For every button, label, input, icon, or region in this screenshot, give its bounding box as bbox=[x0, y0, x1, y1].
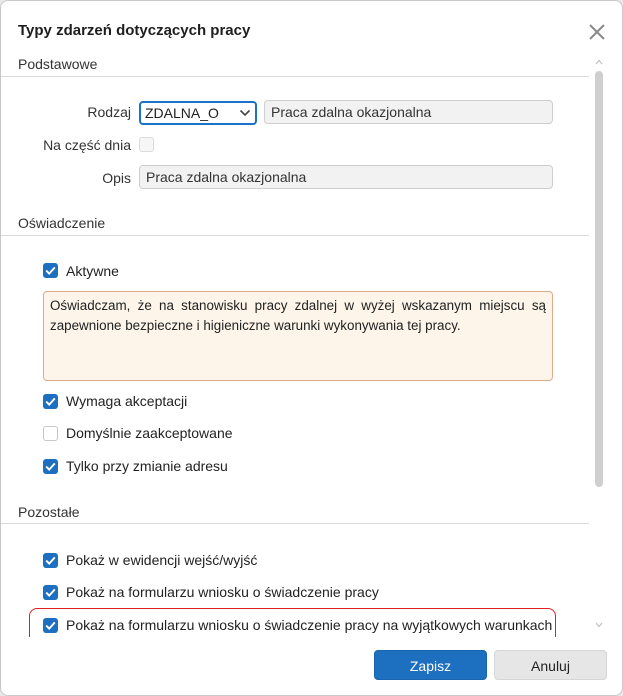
section-divider bbox=[1, 235, 589, 236]
only-address-change-label: Tylko przy zmianie adresu bbox=[66, 458, 228, 474]
description-label: Opis bbox=[102, 170, 131, 186]
checkmark-icon bbox=[43, 553, 58, 568]
section-header-basic: Podstawowe bbox=[18, 56, 98, 72]
scrollbar-thumb[interactable] bbox=[595, 71, 603, 487]
section-header-other: Pozostałe bbox=[18, 504, 80, 520]
partial-day-label: Na część dnia bbox=[43, 137, 131, 153]
dialog-content bbox=[1, 49, 591, 637]
show-on-exceptional-form-checkbox[interactable] bbox=[43, 618, 58, 633]
show-on-form-checkbox[interactable] bbox=[43, 585, 58, 600]
close-icon bbox=[584, 19, 610, 45]
section-divider bbox=[1, 76, 589, 77]
show-on-form-label: Pokaż na formularzu wniosku o świadczenie pracy bbox=[66, 584, 379, 600]
active-label: Aktywne bbox=[66, 263, 119, 279]
show-in-log-checkbox[interactable] bbox=[43, 553, 58, 568]
default-accepted-label: Domyślnie zaakceptowane bbox=[66, 425, 233, 441]
show-on-exceptional-form-label: Pokaż na formularzu wniosku o świadczenie pracy na wyjątkowych warunkach bbox=[66, 617, 553, 633]
active-checkbox[interactable] bbox=[43, 263, 58, 278]
checkmark-icon bbox=[43, 394, 58, 409]
chevron-down-icon bbox=[239, 108, 251, 118]
scroll-down-icon[interactable] bbox=[595, 622, 603, 628]
type-description-field: Praca zdalna okazjonalna bbox=[264, 100, 553, 124]
close-button[interactable] bbox=[584, 19, 610, 45]
dialog-title: Typy zdarzeń dotyczących pracy bbox=[18, 22, 251, 39]
save-button[interactable]: Zapisz bbox=[374, 650, 487, 680]
checkmark-icon bbox=[43, 263, 58, 278]
section-header-statement: Oświadczenie bbox=[18, 215, 106, 231]
default-accepted-checkbox[interactable] bbox=[43, 426, 58, 441]
description-field: Praca zdalna okazjonalna bbox=[139, 165, 553, 189]
partial-day-checkbox[interactable] bbox=[139, 137, 154, 152]
only-address-change-checkbox[interactable] bbox=[43, 459, 58, 474]
statement-text-area[interactable]: Oświadczam, że na stanowisku pracy zdalnej w wyżej wskazanym miejscu są zapewnione bezpieczne i higieniczne warunki wykonywania tej pracy. bbox=[43, 291, 553, 381]
scroll-up-icon[interactable] bbox=[595, 59, 603, 65]
checkmark-icon bbox=[43, 459, 58, 474]
requires-acceptance-label: Wymaga akceptacji bbox=[66, 393, 188, 409]
section-divider bbox=[1, 523, 589, 524]
type-select[interactable] bbox=[139, 101, 257, 125]
cancel-button[interactable]: Anuluj bbox=[494, 650, 607, 680]
checkmark-icon bbox=[43, 585, 58, 600]
requires-acceptance-checkbox[interactable] bbox=[43, 394, 58, 409]
checkmark-icon bbox=[43, 618, 58, 633]
type-select-value: ZDALNA_O bbox=[145, 105, 219, 121]
show-in-log-label: Pokaż w ewidencji wejść/wyjść bbox=[66, 552, 258, 568]
type-label: Rodzaj bbox=[87, 104, 131, 120]
vertical-scrollbar[interactable] bbox=[592, 59, 606, 636]
